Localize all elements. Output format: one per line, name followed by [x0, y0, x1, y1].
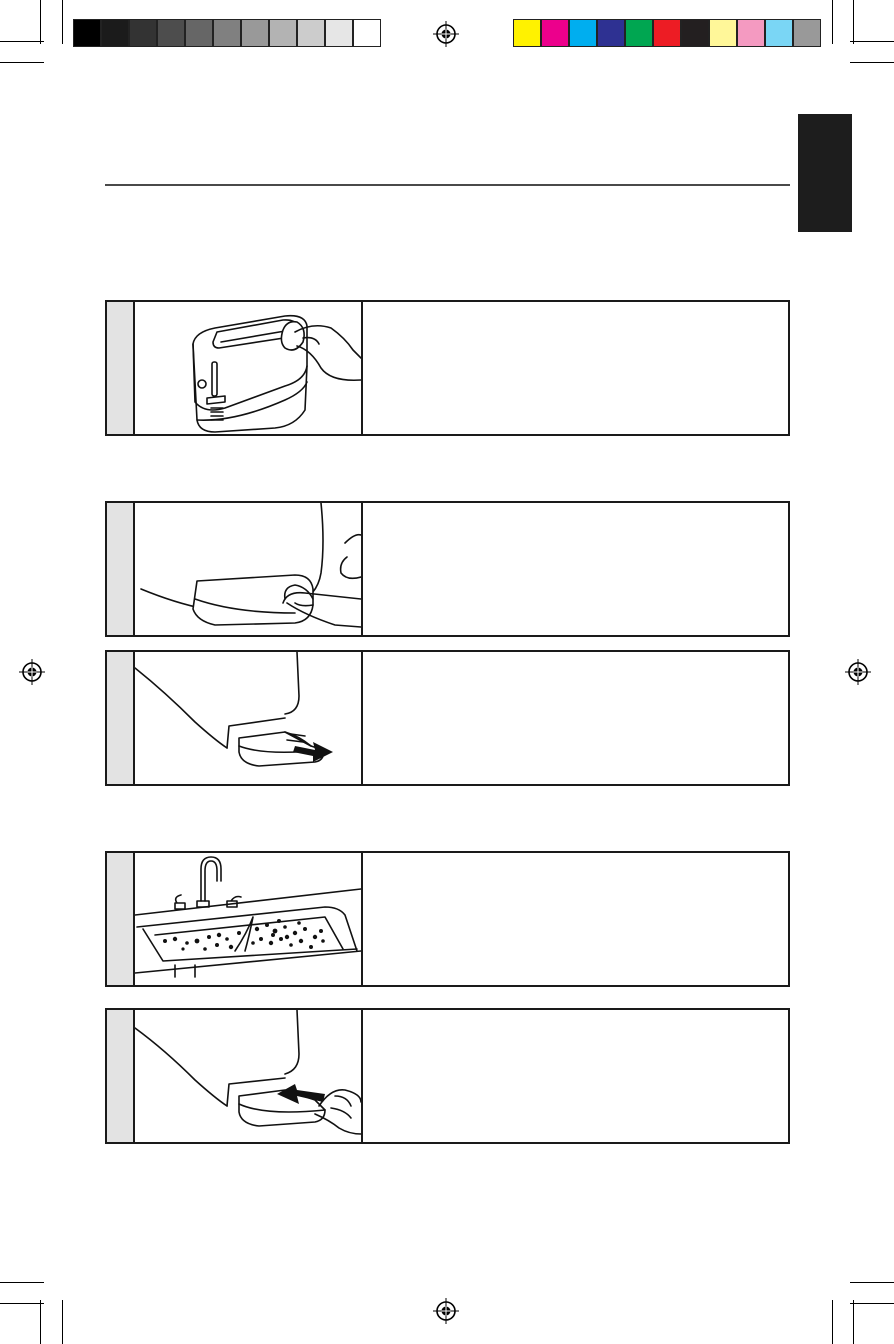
color-swatch [157, 19, 185, 47]
crop-mark-icon [832, 0, 833, 44]
registration-mark-icon [19, 659, 45, 685]
step-panel-2 [105, 501, 790, 637]
crop-mark-icon [853, 1300, 854, 1344]
language-tab [798, 114, 852, 232]
step-number-column [107, 853, 135, 985]
color-swatch [129, 19, 157, 47]
crop-mark-icon [850, 41, 894, 42]
crop-mark-icon [40, 0, 41, 44]
crop-mark-icon [62, 0, 63, 44]
step-text [365, 1010, 788, 1142]
color-swatch [597, 19, 625, 47]
crop-mark-icon [40, 1300, 41, 1344]
color-swatch [681, 19, 709, 47]
color-swatch [241, 19, 269, 47]
color-swatch [541, 19, 569, 47]
color-swatch [709, 19, 737, 47]
step-text [365, 302, 788, 434]
crop-mark-icon [850, 62, 894, 63]
registration-mark-icon [845, 659, 871, 685]
step-text [365, 853, 788, 985]
crumb-tray-insert-illustration [135, 1010, 363, 1142]
crop-mark-icon [0, 1282, 44, 1283]
crumb-tray-press-illustration [135, 503, 363, 635]
sink-wash-tray-illustration [135, 853, 363, 985]
color-swatch [513, 19, 541, 47]
color-swatch [737, 19, 765, 47]
color-swatch [653, 19, 681, 47]
color-swatch [213, 19, 241, 47]
crop-mark-icon [0, 41, 44, 42]
color-swatch [101, 19, 129, 47]
step-number-column [107, 1010, 135, 1142]
color-swatch [185, 19, 213, 47]
crop-mark-icon [853, 0, 854, 44]
crop-mark-icon [850, 1303, 894, 1304]
color-swatch [353, 19, 381, 47]
color-swatch [73, 19, 101, 47]
step-text [365, 652, 788, 784]
crop-mark-icon [850, 1282, 894, 1283]
registration-mark-icon [433, 21, 459, 47]
crop-mark-icon [0, 1303, 44, 1304]
color-swatch [765, 19, 793, 47]
crop-mark-icon [832, 1300, 833, 1344]
step-number-column [107, 503, 135, 635]
color-swatch [325, 19, 353, 47]
color-swatch [269, 19, 297, 47]
toaster-wipe-illustration [135, 302, 363, 434]
step-number-column [107, 652, 135, 784]
crumb-tray-pull-illustration [135, 652, 363, 784]
crop-mark-icon [62, 1300, 63, 1344]
registration-mark-icon [433, 1298, 459, 1324]
color-swatch [625, 19, 653, 47]
color-swatch [569, 19, 597, 47]
step-number-column [107, 302, 135, 434]
section-divider-rule [105, 184, 790, 186]
color-swatch [297, 19, 325, 47]
color-swatch [793, 19, 821, 47]
crop-mark-icon [0, 62, 44, 63]
step-text [365, 503, 788, 635]
step-panel-5 [105, 1008, 790, 1144]
step-panel-3 [105, 650, 790, 786]
step-panel-4 [105, 851, 790, 987]
step-panel-1 [105, 300, 790, 436]
